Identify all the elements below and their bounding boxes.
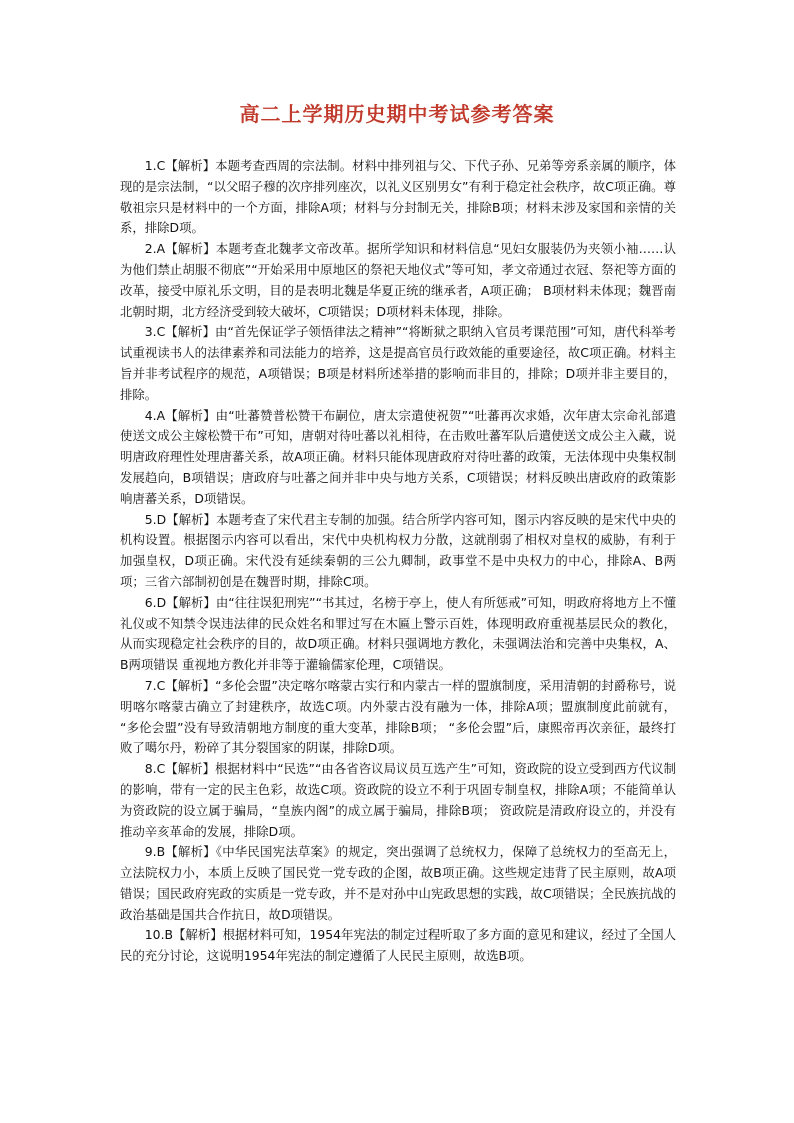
answer-item-4: 4.A【解析】由“吐蕃赞普松赞干布嗣位，唐太宗遣使祝贺”“吐蕃再次求婚，次年唐太宗命礼部遣使送文成公主嫁松赞干布”可知，唐朝对待吐蕃以礼相待，在击败吐蕃军队后遣使送文成公主入藏，说明唐政府理性处理唐蕃关系，故A项正确。材料只能体现唐政府对待吐蕃的政策，无法体现中央集权制发展趋向，B项错误；唐政府与吐蕃之间并非中央与地方关系，C项错误；材料反映出唐政府的政策影响唐蕃关系，D项错误。 [120,407,676,506]
answer-item-10: 10.B【解析】根据材料可知，1954年宪法的制定过程听取了多方面的意见和建议，经过了全国人民的充分讨论，这说明1954年宪法的制定遵循了人民民主原则，故选B项。 [120,927,676,964]
answer-list [120,156,676,967]
answer-item-9: 9.B【解析】《中华民国宪法草案》的规定，突出强调了总统权力，保障了总统权力的至高无上，立法院权力小，本质上反映了国民党一党专政的企图，故B项正确。这些规定违背了民主原则，故A项错误；国民政府宪政的实质是一党专政，并不是对孙中山宪政思想的实践，故C项错误；全民族抗战的政治基础是国共合作抗日，故D项错误。 [120,844,676,922]
answer-item-5: 5.D【解析】本题考查了宋代君主专制的加强。结合所学内容可知，图示内容反映的是宋代中央的机构设置。根据图示内容可以看出，宋代中央机构权力分散，这就削弱了相权对皇权的威胁，有利于加强皇权，D项正确。宋代没有延续秦朝的三公九卿制，政事堂不是中央权力的中心，排除A、B两项；三省六部制初创是在魏晋时期，排除C项。 [120,511,676,589]
answer-item-3: 3.C【解析】由“首先保证学子领悟律法之精神”“将断狱之职纳入官员考课范围”可知，唐代科举考试重视读书人的法律素养和司法能力的培养，这是提高官员行政效能的重要途径，故C项正确。材料主旨并非考试程序的规范，A项错误；B项是材料所述举措的影响而非目的，排除；D项并非主要目的，排除。 [120,324,676,402]
answer-item-2: 2.A【解析】本题考查北魏孝文帝改革。据所学知识和材料信息“见妇女服装仍为夹领小袖……认为他们禁止胡服不彻底”“开始采用中原地区的祭祀天地仪式”等可知，孝文帝通过衣冠、祭祀等方面的改革，接受中原礼乐文明，目的是表明北魏是华夏正统的继承者，A项正确； B项材料未体现；魏晋南北朝时期，北方经济受到较大破坏，C项错误；D项材料未体现，排除。 [120,241,676,319]
answer-item-6: 6.D【解析】由“往往误犯刑宪”“书其过，名榜于亭上，使人有所惩戒”可知，明政府将地方上不懂礼仪或不知禁令误违法律的民众姓名和罪过写在木匾上警示百姓，体现明政府重视基层民众的教化，从而实现稳定社会秩序的目的，故D项正确。材料只强调地方教化，未强调法治和完善中央集权，A、B两项错误 重视地方教化并非等于灌输儒家伦理，C项错误。 [120,594,676,673]
answer-item-7: 7.C【解析】“多伦会盟”决定喀尔喀蒙古实行和内蒙古一样的盟旗制度，采用清朝的封爵称号，说明喀尔喀蒙古确立了封建秩序，故选C项。内外蒙古没有融为一体，排除A项；盟旗制度此前就有， “多伦会盟”没有导致清朝地方制度的重大变革，排除B项； “多伦会盟”后，康熙帝再次亲征，最终打败了噶尔丹，粉碎了其分裂国家的阴谋，排除D项。 [120,677,676,756]
document-title: 高二上学期历史期中考试参考答案 [239,102,555,126]
answer-item-1: 1.C【解析】本题考查西周的宗法制。材料中排列祖与父、下代子孙、兄弟等旁系亲属的顺序，体现的是宗法制，“以父昭子穆的次序排列座次，以礼义区别男女”有利于稳定社会秩序，故C项正确。尊敬祖宗只是材料中的一个方面，排除A项；材料与分封制无关，排除B项；材料未涉及家国和亲情的关系，排除D项。 [120,158,676,236]
answer-item-8: 8.C【解析】根据材料中“民选”“由各省咨议局议员互选产生”可知，资政院的设立受到西方代议制的影响，带有一定的民主色彩，故选C项。资政院的设立不利于巩固专制皇权，排除A项；不能简单认为资政院的设立属于骗局，“皇族内阁”的成立属于骗局，排除B项； 资政院是清政府设立的，并没有推动辛亥革命的发展，排除D项。 [120,761,676,839]
